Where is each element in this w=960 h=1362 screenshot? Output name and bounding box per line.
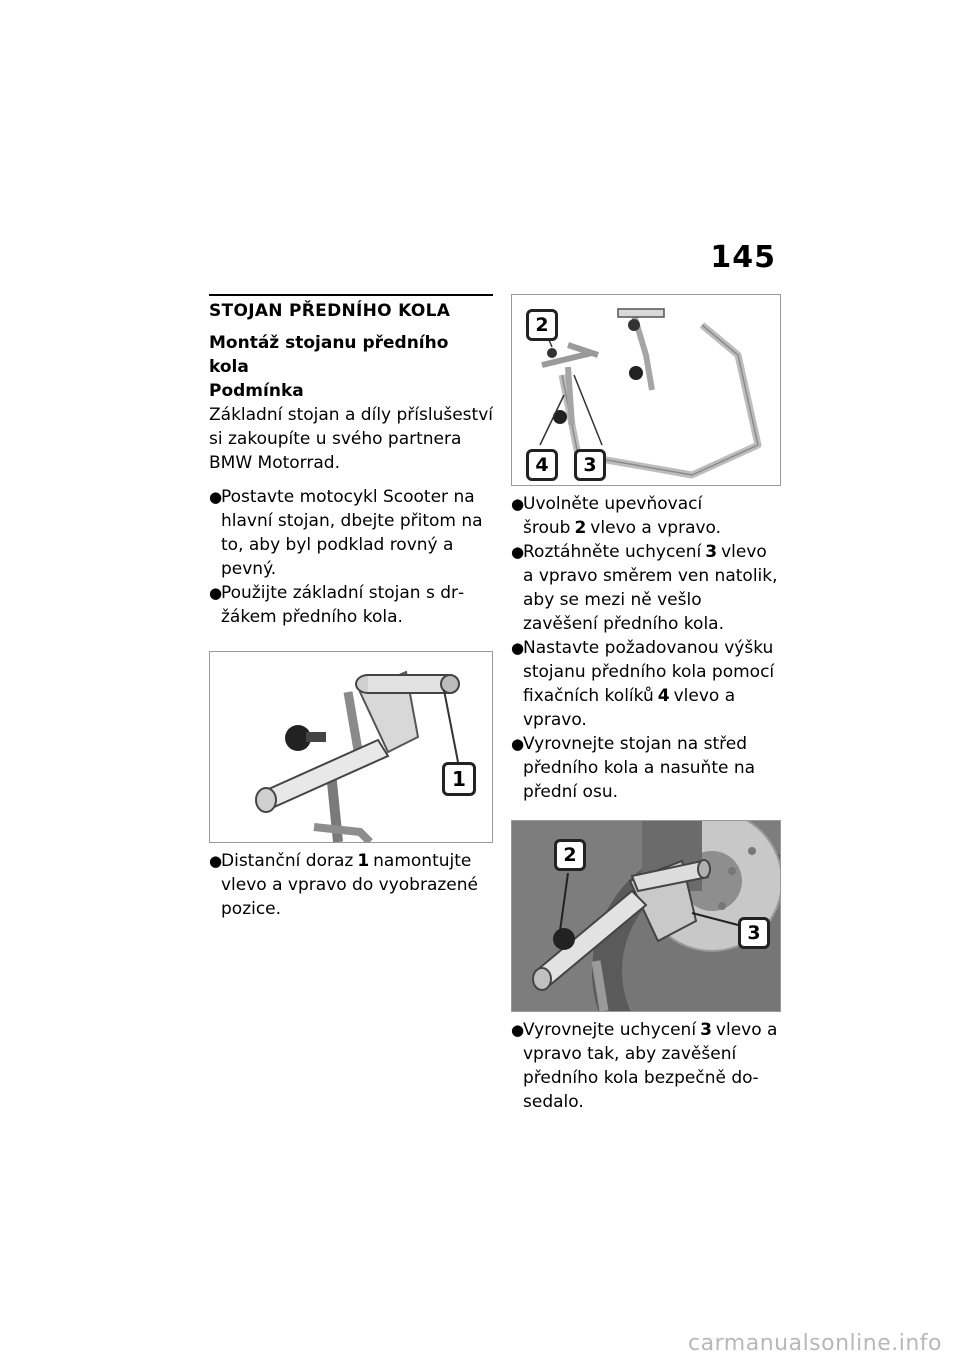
list-item: ● Použijte základní stojan s držákem předního kola. (209, 583, 465, 627)
callout-1-badge: 1 (442, 762, 476, 796)
callout-3-badge: 3 (738, 917, 770, 949)
watermark: carmanualsonline.info (688, 1331, 942, 1356)
right-bullet-list (511, 492, 781, 804)
condition-text: Základní stojan a díly příslušeství si zakoupíte u svého partnera BMW Motorrad. (209, 405, 493, 473)
callout-4-badge: 4 (526, 449, 558, 481)
right-column (511, 294, 781, 1114)
bullet-icon: ● (511, 735, 525, 753)
section-title: STOJAN PŘEDNÍHO KOLA (209, 294, 493, 323)
callout-3-badge: 3 (574, 449, 606, 481)
bullet-icon: ● (511, 495, 525, 513)
figure-wheel-mount (511, 820, 781, 1012)
wheel-mount-illustration (512, 821, 780, 1011)
page-number: 145 (710, 240, 776, 275)
bullet-icon: ● (209, 852, 223, 870)
bullet-icon: ● (511, 543, 525, 561)
left-bullet-list-2 (209, 849, 493, 921)
subsection-title: Montáž stojanu předního kola (209, 333, 449, 377)
list-item: ● Postavte motocykl Scooter na hlavní stojan, dbejte přitom na to, aby byl podklad rovný a pevný. (209, 487, 483, 579)
bullet-icon: ● (209, 488, 223, 506)
list-item: ● Uvolněte upevňovací šroub 2 vlevo a vpravo. (511, 494, 722, 538)
list-item: ● Vyrovnejte uchycení 3 vlevo a vpravo tak, aby zavěšení předního kola bezpečně dosedalo. (511, 1020, 778, 1112)
callout-2-badge: 2 (526, 309, 558, 341)
bullet-icon: ● (511, 639, 525, 657)
left-bullet-list (209, 485, 493, 629)
right-bullet-list-2 (511, 1018, 781, 1114)
left-column (209, 294, 493, 921)
callout-2-badge: 2 (554, 839, 586, 871)
list-item: ● Roztáhněte uchycení 3 vlevo a vpravo směrem ven natolik, aby se mezi ně vešlo zavěšení předního kola. (511, 542, 778, 634)
list-item: ● Distanční doraz 1 namontujte vlevo a vpravo do vyobrazené pozice. (209, 851, 478, 919)
distance-stop-illustration (210, 652, 492, 842)
list-item: ● Vyrovnejte stojan na střed předního kola a nasuňte na přední osu. (511, 734, 756, 802)
condition-heading: Podmínka (209, 381, 304, 401)
bullet-icon: ● (511, 1021, 525, 1039)
figure-stand-overview (511, 294, 781, 486)
bullet-icon: ● (209, 584, 223, 602)
list-item: ● Nastavte požadovanou výšku stojanu předního kola pomocí fixačních kolíků 4 vlevo a vpravo. (511, 638, 775, 730)
figure-distance-stop (209, 651, 493, 843)
